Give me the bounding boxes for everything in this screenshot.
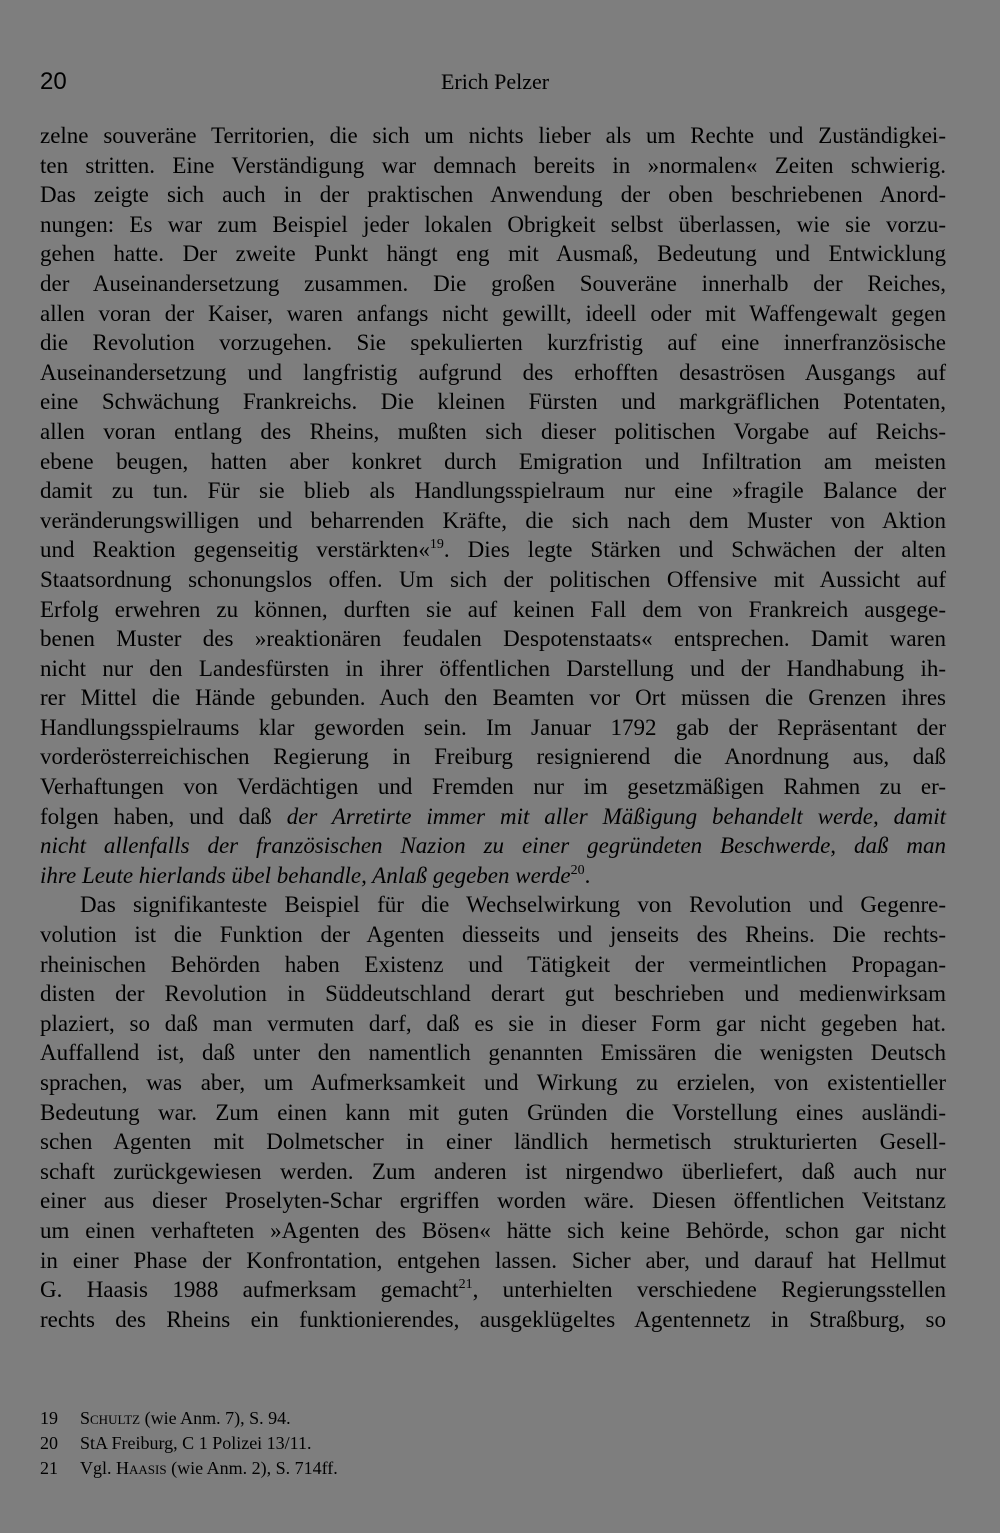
- footnote-19: [40, 1406, 946, 1431]
- text-line: veränderungswilligen und beharrenden Kräfte, die sich nach dem Muster von Aktion: [40, 507, 946, 533]
- text-line: Das signifikanteste Beispiel für die Wechselwirkung von Revolution und Gegenre-: [80, 892, 946, 918]
- text-line: der Auseinandersetzung zusammen. Die großen Souveräne innerhalb der Reiches,: [40, 270, 946, 296]
- text-line: sprachen, was aber, um Aufmerksamkeit und Wirkung zu erzielen, von existentieller: [40, 1070, 946, 1095]
- text-line: plaziert, so daß man vermuten darf, daß es sie in dieser Form gar nicht gegeben hat.: [40, 1010, 946, 1036]
- text-fragment: und Reaktion gegenseitig verstärkten«: [40, 537, 430, 563]
- text-line: rechts des Rheins ein funktionierendes, ausgeklügeltes Agentennetz in Straßburg, so: [40, 1306, 946, 1332]
- footnote-author: Schultz: [80, 1408, 141, 1428]
- quotation-italic: ihre Leute hierlands übel behandle, Anlaß gegeben werde: [40, 862, 571, 888]
- text-line: [40, 1275, 946, 1305]
- footnote-21: [40, 1456, 946, 1481]
- footnote-number: 20: [40, 1433, 58, 1453]
- text-line: Handlungsspielraums klar geworden sein. Im Januar 1792 gab der Repräsentant der: [40, 714, 946, 740]
- text-line: schaft zurückgewiesen werden. Zum anderen ist nirgendwo überliefert, daß auch nur: [40, 1158, 946, 1184]
- text-line: rheinischen Behörden haben Existenz und Tätigkeit der vermeintlichen Propagan-: [40, 951, 946, 977]
- text-fragment: , unterhielten verschiedene Regierungsstellen: [472, 1277, 946, 1303]
- footnote-prefix: Vgl.: [80, 1458, 116, 1478]
- text-line: allen voran der Kaiser, waren anfangs nicht gewillt, ideell oder mit Waffengewalt gegen: [40, 300, 946, 326]
- footnote-ref-19: 19: [429, 537, 444, 553]
- text-line: disten der Revolution in Süddeutschland derart gut beschrieben und medienwirksam: [40, 981, 946, 1007]
- footnote-20: [40, 1431, 946, 1456]
- running-head: Erich Pelzer: [440, 69, 550, 94]
- footnote-ref-21: 21: [458, 1277, 473, 1293]
- text-line: zelne souveräne Territorien, die sich um nichts lieber als um Rechte und Zuständigkei-: [40, 123, 946, 148]
- footnote-body: (wie Anm. 7), S. 94.: [140, 1408, 291, 1428]
- footnote-text: [80, 1456, 338, 1481]
- footnote-body: StA Freiburg, C 1 Polizei 13/11.: [80, 1433, 312, 1453]
- footnote-number: 21: [40, 1458, 58, 1478]
- text-fragment: G. Haasis 1988 aufmerksam gemacht: [40, 1277, 459, 1303]
- text-line: Bedeutung war. Zum einen kann mit guten Gründen die Vorstellung eines ausländi-: [40, 1099, 946, 1125]
- text-line: rer Mittel die Hände gebunden. Auch den Beamten vor Ort müssen die Grenzen ihres: [40, 685, 946, 711]
- text-fragment: folgen haben, und daß: [40, 803, 287, 829]
- text-line: die Revolution vorzugehen. Sie spekulierten kurzfristig auf eine innerfranzösische: [40, 330, 946, 356]
- text-line: vorderösterreichischen Regierung in Freiburg resignierend die Anordnung aus, daß: [40, 744, 946, 770]
- text-line: nicht nur den Landesfürsten in ihrer öffentlichen Darstellung und der Handhabung ih-: [40, 655, 946, 681]
- text-line: Staatsordnung schonungslos offen. Um sich der politischen Offensive mit Aussicht auf: [40, 566, 946, 592]
- text-line: [40, 535, 946, 565]
- text-line: allen voran entlang des Rheins, mußten sich dieser politischen Vorgabe auf Reichs-: [40, 418, 946, 444]
- paragraph-2: [40, 890, 946, 1334]
- text-line: Verhaftungen von Verdächtigen und Fremden nur im gesetzmäßigen Rahmen zu er-: [40, 774, 946, 800]
- text-line: um einen verhafteten »Agenten des Bösen« hätte sich keine Behörde, schon gar nicht: [40, 1217, 946, 1243]
- text-line: benen Muster des »reaktionären feudalen Despotenstaats« entsprechen. Damit waren: [40, 626, 946, 652]
- text-line: schen Agenten mit Dolmetscher in einer ländlich hermetisch strukturierten Gesell-: [40, 1129, 946, 1155]
- text-line: Auffallend ist, daß unter den namentlich genannten Emissären die wenigsten Deutsch: [40, 1040, 946, 1066]
- text-line: Auseinandersetzung und langfristig aufgrund des erhofften desaströsen Ausgangs auf: [40, 359, 946, 385]
- quotation-italic: nicht allenfalls der französischen Nazion zu einer gegründeten Beschwerde, daß man: [40, 833, 946, 859]
- text-line: volution ist die Funktion der Agenten diesseits und jenseits des Rheins. Die rechts-: [40, 922, 946, 948]
- text-line: [40, 831, 946, 861]
- text-fragment: . Dies legte Stärken und Schwächen der alten: [443, 537, 946, 563]
- text-line: [40, 802, 946, 832]
- footnote-number: 19: [40, 1408, 58, 1428]
- footnote-text: [80, 1406, 291, 1431]
- text-line: Das zeigte sich auch in der praktischen Anwendung der oben beschriebenen Anord-: [40, 182, 946, 208]
- text-line: gehen hatte. Der zweite Punkt hängt eng mit Ausmaß, Bedeutung und Entwicklung: [40, 241, 946, 267]
- text-line: in einer Phase der Konfrontation, entgehen lassen. Sicher aber, und darauf hat Hellmut: [40, 1247, 946, 1273]
- footnotes: [40, 1406, 946, 1481]
- quotation-italic: der Arretirte immer mit aller Mäßigung behandelt werde, damit: [286, 803, 946, 829]
- text-line: ebene beugen, hatten aber konkret durch Emigration und Infiltration am meisten: [40, 448, 946, 474]
- body-text: [40, 121, 946, 1334]
- text-fragment: .: [584, 862, 591, 888]
- text-line: Erfolg erwehren zu können, durften sie auf keinen Fall dem von Frankreich ausgege-: [40, 596, 946, 622]
- footnote-ref-20: 20: [570, 862, 585, 878]
- page-header: [40, 64, 950, 100]
- footnote-author: Haasis: [116, 1458, 167, 1478]
- paragraph-1: [40, 121, 946, 890]
- text-line: einer aus dieser Proselyten-Schar ergriffen worden wäre. Diesen öffentlichen Veitstanz: [40, 1188, 946, 1214]
- text-line: nungen: Es war zum Beispiel jeder lokalen Obrigkeit selbst überlassen, wie sie vorzu-: [40, 211, 946, 237]
- text-line: [40, 861, 946, 891]
- text-line: damit zu tun. Für sie blieb als Handlungsspielraum nur eine »fragile Balance der: [40, 478, 946, 504]
- footnote-body: (wie Anm. 2), S. 714ff.: [166, 1458, 338, 1478]
- page-number: 20: [40, 68, 67, 95]
- text-line: eine Schwächung Frankreichs. Die kleinen Fürsten und markgräflichen Potentaten,: [40, 389, 946, 415]
- text-line: ten stritten. Eine Verständigung war demnach bereits in »normalen« Zeiten schwierig.: [40, 152, 946, 178]
